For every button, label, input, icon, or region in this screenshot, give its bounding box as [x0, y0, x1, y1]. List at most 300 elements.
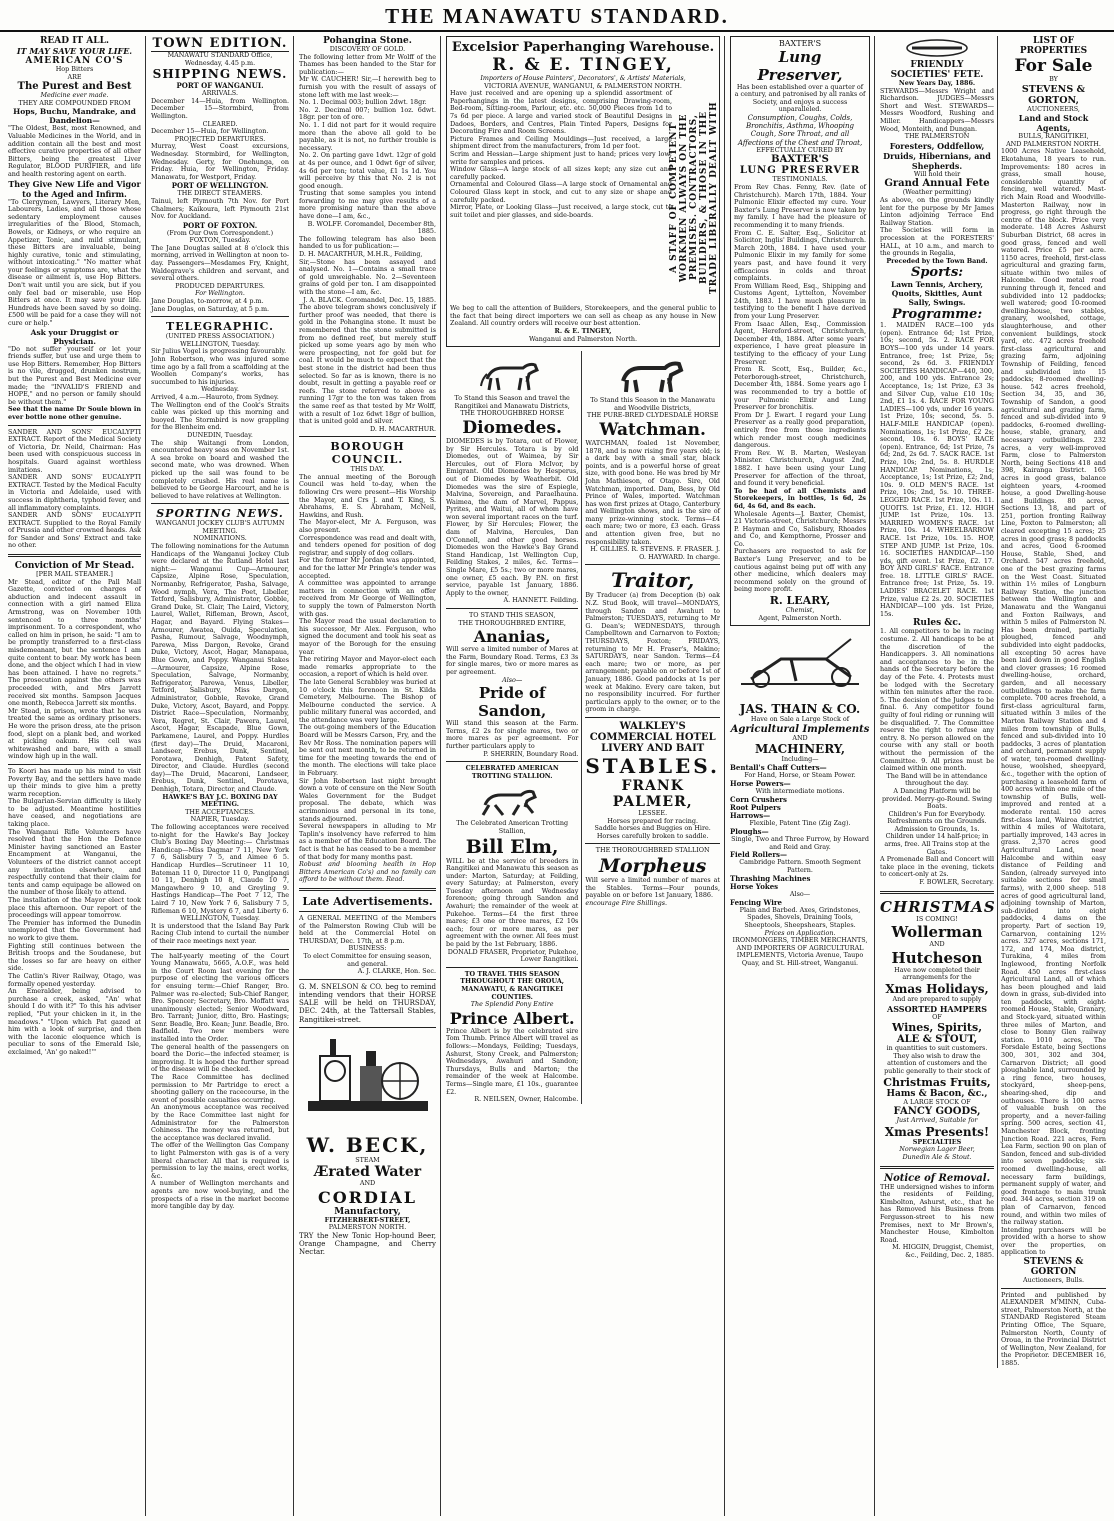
column-rule [440, 36, 441, 1516]
ad-body: To Stand this Season in the Manawatu and Woodville Districts, [590, 396, 716, 412]
product-item: Ploughs— [730, 826, 769, 836]
article-paragraph: Trusting that some samples you intend forwarding to me may give results of a more promising nature than the above have done—I am, &c., [299, 189, 436, 221]
vertical-slogan [669, 90, 719, 305]
ad-body: Window Glass—A large stock of all sizes kept; any size cut and carefully packed. [450, 165, 672, 181]
label: EFFECTUALLY CURED BY [756, 145, 844, 154]
masthead [0, 0, 1114, 32]
hop-bitters-tagline: The Purest and Best [17, 81, 132, 93]
article-paragraph: The following letter from Mr Wolff of the Thames has been handed to the Star for publication:— [299, 52, 436, 76]
xmas-presents: Xmas Presents! [884, 1124, 990, 1139]
address: FITZHERBERT-STREET, [324, 1215, 411, 1224]
column-5 [726, 36, 874, 1516]
article-paragraph: The late General Scrabbley was buried at 10 o'clock this forenoon in St. Kilda Cemetery, Melbourne. The Bishop of Melbourne conducted the service. A public military funeral was accorded, and the attendance was very large. [299, 677, 436, 724]
newspaper-title: THE MANAWATU STANDARD. [385, 4, 729, 28]
label: Preceded by the Town Band. [886, 256, 988, 265]
diomedes-name: Diomedes. [462, 417, 562, 438]
shipping-item: Jane Douglas, to-morrow, at 4 p.m. [151, 297, 264, 306]
label: THE ACCEPTANCES. [185, 807, 255, 816]
beck-name: W. BECK, [306, 1132, 429, 1157]
news-item: The half-yearly meeting of the Court Young Manawatu, 5665, A.O.F., was held in the Court Room last evening for the purpose of electing the various officers for ensuing term:—Chief Ranger, Bro. Palmer was re-elected; Sub-Chief Ranger, Bro. Spencer; Secretary, Bro. Moffatt was unanimously elected; Senior Woodward, Bro. Tarrant; Junior, ditto, Bro. Hastings; Senr. Beadle, Bro. Kean; Junr. Beadle, Bro. Badfield. Two new members were installed into the Order. [151, 951, 289, 1044]
label: PRODUCED DEPARTURES. [175, 281, 265, 290]
subheadline: IT MAY SAVE YOUR LIFE. [16, 46, 133, 56]
baxter-ad [730, 36, 870, 626]
shipping-news-heading: SHIPPING NEWS. [152, 67, 288, 82]
label: Wednesday. [201, 385, 239, 394]
product-detail: Plain and Barbed. Axes, Grindstones, Spades, Shovels, Draining Tools, Sheeptools, Sheepshears, Staples. [739, 905, 861, 929]
divider [446, 608, 578, 609]
ad-body: Have now completed their arrangements for the [894, 965, 980, 982]
product-name: Hop Bitters [55, 65, 94, 73]
ad-body: Intending purchasers will be provided with a horse to show over the properties, on application to [1001, 1225, 1106, 1257]
label: AND [929, 940, 945, 949]
label: WELLINGTON, Tuesday. [180, 339, 260, 348]
news-item: To Koori has made up his mind to visit Poverty Bay, and the settlers have made up their minds to give him a pretty warm reception. [8, 766, 141, 798]
ad-body: Purchasers are requested to ask for Baxter's Lung Preserver, and to be cautious against being put off with any other medicine, which dealers may recommend solely on the ground of being more profit. [734, 547, 866, 594]
friendly-societies-heading: FRIENDLY SOCIETIES' FETE. [890, 60, 984, 80]
hop-bitters-headline: READ IT ALL. [39, 36, 110, 46]
label: WELLINGTON, Tuesday. [180, 914, 260, 923]
subheading: PORT OF FOXTON. [182, 220, 258, 230]
label: (From Our Own Correspondent.) [166, 228, 274, 237]
product-item: Corn Crushers [730, 794, 787, 804]
news-item: John Robertson, who was injured some time ago by a fall from a scaffolding at the Woollen Company's works, has succumbed to his injuries. [151, 355, 289, 386]
label: THIS DAY. [350, 465, 385, 474]
article-paragraph: The Mayor read the usual declaration to his successor, Mr Alex. Ferguson, who signed the document and took his seat as mayor of the Borough for the ensuing year. [299, 617, 436, 656]
signature: P. SHERRIN, Boundary Road. [483, 749, 579, 758]
product-detail: With intermediate motions. [755, 787, 845, 795]
ad-body: As above, on the grounds kindly lent for the purpose by Mr James Linton adjoining Terrace End Railway Station. [880, 195, 994, 227]
ad-body: Admission to Grounds, 1s. Children under 14 half-price; in arms, free. All Trains stop at the Gates. [884, 824, 990, 856]
product-item: Horse Yokes [730, 881, 779, 891]
ad-body: Saddle horses and Buggies on Hire. [594, 824, 711, 833]
watchman-name: Watchman. [599, 419, 706, 440]
ad-headline: Excelsior Paperhanging Warehouse. [451, 40, 715, 55]
testimonial: From R. Scott, Esq., Builder, &c., Peterborough-street, Christchurch, December 4th, 1884. Some years ago I was recommended to try a bottle of your Pulmonic Elixir and Lung Preserver for bronchitis. [734, 365, 866, 412]
label: Wines, Spirits, [891, 1021, 983, 1035]
event-date: New Years Day, 1886. [898, 79, 976, 87]
tingey-name: R. & E. TINGEY, [492, 55, 674, 75]
ad-body: To be had of all Chemists and Storekeepers, in bottles, 1s 6d, 2s 6d, 4s 6d, and 8s each. [734, 486, 866, 510]
divider [299, 911, 436, 912]
product-detail: For Hand, Horse, or Steam Power. [744, 771, 856, 780]
news-item: Fighting still continues between the British troops and the Soudanese, but the losses so far are heavy on either side. [8, 941, 141, 973]
column-4 [442, 36, 724, 1516]
divider [8, 425, 141, 426]
shipping-item: December 15—Huia, for Wellington. [151, 127, 269, 136]
leary-name: R. LEARY, [769, 594, 831, 608]
column-rule [293, 36, 294, 1516]
news-item: The offer of the Wellington Gas Company to light Palmerston with gas is of a very liberal character. All that is required is permission to lay the mains, erect works, &c. [151, 1141, 289, 1180]
label: FOXTON, Tuesday. [189, 236, 251, 245]
label: AND [359, 1179, 376, 1188]
article-paragraph: The following telegram has also been handed to us for publication:— [299, 234, 436, 251]
signature: DONALD FRASER, Proprietor, Pukehoe, Lower Rangitikei. [447, 947, 579, 964]
product-detail: Cambridge Pattern. Smooth Segment Pattern. [739, 858, 861, 874]
shipping-item: Jane Douglas, on Saturday, at 5 p.m. [151, 304, 270, 313]
label: (Weather permitting) [902, 188, 972, 197]
testimonial: From Dr J. Ewart. I regard your Lung Preserver as a really good preparation, entirely free from those ingredients which render most cough medicines dangerous. [734, 410, 866, 450]
label: DUNEDIN, Tuesday. [187, 430, 253, 439]
column-rule [145, 36, 146, 1516]
ad-body: To Stand this Season and travel the Rangitikei and Manawatu Districts, [454, 394, 570, 410]
christmas-heading: CHRISTMAS [880, 897, 996, 916]
product-item: Bentall's Chaff Cutters— [730, 763, 827, 772]
ad-body: A Promenade Ball and Concert will take place in the evening, tickets to concert-only at 2s. [880, 855, 994, 879]
ad-body: Mirror, Plate, or Looking Glass—Just received, a large stock, cut to suit toilet and pier glasses, and side-boards. [450, 203, 672, 219]
shipping-item: The Jane Douglas sailed at 8 o'clock this morning, arrived in Wellington at noon to-day. Passengers—Mesdames Fry, Knight, Waldegrave's children and servant, and several others. [151, 243, 289, 283]
ad-body: STEWARDS—Messrs Wright and Richardson. JUDGES—Messrs Short and West. STEWARDS—Messrs Woodford, Rushing and Miller. Handicappers—Messrs Wood, Monteith, and Dungan. [880, 86, 994, 133]
testimonial: From Rev. W. B. Marten, Wesleyan Minister. Christchurch, August 2nd, 1882. I have been using your Lung Preserver for affection of the throat, and found it very beneficial. [734, 448, 866, 488]
label: THE PALMERSTON [904, 132, 970, 141]
address: PALMERSTON NORTH. [328, 1223, 407, 1232]
traitor-name: Traitor, [611, 568, 695, 593]
news-item: The Wellington end of the Cook's Straits cable was picked up this morning and buoyed. The Stormbird is now grappling for the Blenheim end. [151, 400, 289, 432]
article-paragraph: The annual meeting of the Borough Council was held to-day, when the following Crs were present—His Worship the Mayor, and Crs J. and T. King, S. Abrahams, E. S. Abraham, McNeil, Hawkins, and Rush. [299, 472, 436, 519]
product-item: Harrows— [730, 811, 771, 820]
ad-heading: Ask your Druggist or Physician. [30, 327, 119, 346]
label: Norwegian Lager Beer, [899, 1145, 975, 1154]
label: Prices on Application. [764, 928, 836, 937]
subheading: DISCOVERY OF GOLD. [329, 45, 406, 53]
article-paragraph: No. 2. Decimal 007; bullion 1oz. 6dwt. 18gr. per ton of ore. [299, 105, 436, 122]
ad-body: Horses prepared for racing. [607, 816, 698, 825]
ad-body: THE undersigned wishes to inform the residents of Feilding, Kimbolton, Ashurst, etc., that he has Removed his Business from Fergusson-street to his new Premises, next to Mr Brown's, Manchester House, Kimbolton Road. [880, 1182, 994, 1244]
address: AND PALMERSTON NORTH. [1006, 139, 1101, 148]
ad-body: A Dancing Platform will be provided. Merry-go-Round. Swing Boats. [881, 786, 993, 811]
machinery-engraving [300, 1031, 435, 1131]
signature: F. BOWLER, Secretary. [919, 878, 994, 887]
divider [151, 316, 289, 317]
snelson-ad: G. M. SNELSON & CO. beg to remind intending vendors that their HORSE SALE will be held on THURSDAY, DEC. 24th, at the Tattersall Stables, Rangitikei-street. [299, 982, 436, 1024]
divider [446, 761, 578, 762]
ad-body: in quantities to suit customers. They also wish to draw the attention of customers and the public generally to their stock of [884, 1044, 990, 1075]
removal-heading: Notice of Removal. [883, 1172, 991, 1184]
label: LESSEE. [638, 808, 668, 817]
label: IS COMING! [916, 914, 958, 923]
sporting-news-heading: SPORTING NEWS. [156, 507, 284, 521]
horse-name: Pride of Sandon, [478, 684, 547, 721]
label: Auctioneers, Bulls. [1022, 1276, 1085, 1285]
label: Just Arrived, Suitable for [896, 1116, 978, 1125]
label: Land and Stock Agents, [1018, 113, 1089, 134]
trotting-horse-engraving [477, 783, 547, 817]
label: The Celebrated American Trotting Stallion, [456, 819, 569, 835]
divider [8, 764, 141, 765]
ad-body: By Traducer (a) from Deception (b) oak N.Z. Stud Book, will travel—MONDAYS, through Sandon and Awahuri to Palmerston; TUESDAYS, returning to Mr G. Dean's; WEDNESDAYS, through Campbelltown and Carnarvon to Foxton; THURSDAYS, Foxton; FRIDAYS, returning to Mr H. Fraser's, Makino; SATURDAYS, near Sandon. Terms—£4 each mare; two or more, as per arrangement; payable on or before 1st of January, 1886. Good paddocks at 1s per week at Makino. Every care taken, but no responsibility incurred. For further particulars apply to the owner, or to the groom in charge. [585, 591, 720, 714]
rules-heading: Rules &c. [912, 618, 962, 629]
article-paragraph: The above telegram shows conclusively if further proof was needed, that there is gold in the Pohangina stone. It must be remembered that the stone submitted is from no defined reef, but merely stuff picked up some years ago by men who were prospecting, not for gold but for coal. It would be much to expect that the best stone in the district had been thus selected. So far as is known, there is no doubt, result in getting a payable reef or reefs. The stone referred to above as running 17gr to the ton was taken from the same reef as that tested by Mr Wolff, with a result of 1oz 6dwt 18gr of bullion, that is united gold and silver. [299, 303, 436, 426]
label: BUSINESS: [348, 944, 387, 953]
article-paragraph: A committee was appointed to arrange matters in connection with an offer received from Mr George of Wellington, to supply the town of Palmerston North with gas. [299, 579, 436, 618]
label: NAPIER, Tuesday. [190, 815, 250, 824]
lung-preserver: Lung Preserver, [757, 47, 843, 84]
horse-name: Ananias, [473, 627, 551, 647]
ad-body: DIOMEDES is by Totara, out of Flower, by Sir Hercules. Totara is by old Diomedes, out of Waimea, by Sir Hercules, out of Flora McIvor, by Emigrant. Old Diomedes by Hesperus, out of Diomedes by Weatherbit. Old Diomedes was the sire of Espiegle, Malvina, Sovereign, and Paraelhauna. Waimea, the dam of Marvel, Pappus, Pyrites, and Waitui, all of whom have won several important races on the turf. Flower, by Sir Hercules; Flower, the dam of Malvina, Hercules, Dan O'Connell, and other good horses. Diomedes won the Hawke's Bay Grand Stand Handicap, 1st Wellington Cup, Feilding Stakes, 2 miles, &c. Terms—Single Mare, £5 5s.; two or more mares, one owner, £5 each. By P.N. on first service, payable 1st January, 1886. Apply to the owner, [446, 436, 579, 597]
signature: A. J. CLARKE, Hon. Sec. [357, 967, 436, 976]
address: BULLS, RANGITIKEI, [1018, 132, 1089, 141]
ad-body: Have on Sale a Large Stock of [750, 715, 850, 724]
testimonial: From Rev Chas. Fenny, Rev. (late of Christchurch). March 17th, 1884. Your Pulmonic Elixir effected my cure. Your Baxter's Lung Preserver is now taken by my family. I have had the pleasure of recommending it to many friends. [734, 182, 866, 229]
ad-body: To elect Committee for ensuing season, and general. [303, 951, 432, 968]
stables-heading: STABLES. [585, 753, 720, 778]
signature: A. HANNETT. Feilding. [503, 596, 579, 605]
label: For Wellington. [195, 289, 245, 298]
news-item: The Catlin's River Railway, Otago, was formally opened yesterday. [8, 971, 141, 988]
clydesdale-engraving [613, 354, 693, 394]
label: TO TRAVEL THIS SEASON THROUGHOUT THE OROUA, MANAWATU, & RANGITIKEI COUNTIES. [460, 969, 565, 1001]
race-acceptances: The following acceptances were received to-night for the Hawke's Bay Jockey Club's Boxing Day Meeting:— Christmas Handicap—Miss Dagmar 7 11, New York 7 6, Salisbury 7 5, and Aimee 6 5. Handicap Hurdles—Scrutineer 11 10, Bateman 11 0, Director 11 0, Pangipangi 10 11, Denhigh 10 8, Claude 10 7, Mangawhero 9 10, and Greyling 9. Hastings Handicap—The Poet 7 12, The Laird 7 10, New York 7 6, Salisbury 7 5, Rifleman 6 10, Mystery 6 7, and Liberty 6. [151, 823, 289, 915]
morpheus-name: Morpheus [598, 854, 707, 877]
ad-body: Wholesale Agents—J. Baxter, Chemist, 21 Victoria-street, Christchurch; Messrs P. Hayman and Co, Salisbury, Rhoades and Co, and Kempthorne, Prosser and Co. [734, 509, 866, 548]
ad-body: Horses carefully broken to saddle. [596, 831, 709, 840]
ad-body: Will serve a limited number of Mares at the Farm, Boundary Road. Terms, £3 3s for single mares, two or more mares as per agreement. [446, 645, 579, 676]
race-nominations: The following nominations for the Autumn Handicaps of the Wanganui Jockey Club were declared at the Rutland Hotel last night:— Wanganui Cup—Armourer, Capsize, Alpine Rose, Speculation, Normanby, Refrigerator, Pasha, Salvage, Wood nymph, Vera, The Poet, Libeller, Tetford, Salisbury, Administrator, Gobble, Grand Duke, St. Clair, The Laird, Victory, Laurel, Wallet, Rifleman, Brown, Ascot, Hagar, and Bayard. Flying Stakes—Armourer, Awatea, Ouida, Speculation, Pasha, Rumour, Salvage, Woodnymph, Parewa, Miss Dargon, Revoke, Grand Duke, Victory, Ascot, Hagar, Manapaua, Blue Gown, and Poppy. Wanganui Stakes—Armourer, Capsize, Alpine Rose, Speculation, Salvage, Normanby, Refrigerator, Parewa, Venus, Libeller, Tetford, Salisbury, Miss Dargon, Administrator, Gobble, Revoke, Grand Duke, Victory, Ascot, Bayard, and Poppy. District Race—Speculation, Normanby, Vera, Regret, St. Clair, Pawera, Laurel, Ascot, Hagar, Escapade, Blue Gown, Parkamene, Laurel, and Poppy. Hurdles (first day)—The Druid, Macaroni, Landseer, Erebus, Dunk, Sentinel, Porotawa, Denhigh, Patent Safety, Director, and Claude. Hurdles (second day)—The Druid, Macaroni, Landseer, Erebus, Dunk, Sentinel, Porotawa, Denhigh, Totara, Director, and Claude. [151, 542, 289, 794]
article-paragraph: Mr W. CAUCHER! Sir,—I herewith beg to furnish you with the result of assays of stone left with me last week:— [299, 75, 436, 99]
ad-body: WATCHMAN, foaled 1st November, 1878, and is now rising five years old; is a dark bay with a small star, black points, and is a powerful horse of great size, with good bone. He was bred by Mr John Mathieson, of Otago. Sire, Old Watchman, imported. Dam, Bess, by Old Prince of Wales, imported. Watchman has won first prizes at Otago, Canterbury and Wellington shows, and is the sire of many prize-winning stock. Terms—£4 each mare; two or more, £3 each. Grass and attention given free, but no responsibility taken. [585, 438, 721, 546]
label: TO STAND THIS SEASON, [468, 611, 556, 619]
horse-engraving [477, 354, 547, 392]
label: CLEARED. [202, 119, 238, 128]
shipping-item: December 14—Huia, from Wellington. December 15—Stormbird, from Wellington. [151, 96, 289, 120]
label: STEAM [355, 1155, 380, 1164]
ad-body: Consumption, Coughs, Colds, Bronchitis, Asthma, Whooping Cough, Sore Throat, and all Affections of the Chest and Throat, [737, 113, 863, 147]
article-paragraph: D. H. MACARTHUR, M.H.R., Feilding, [299, 250, 423, 259]
product-item: Root Pulpers [730, 802, 781, 812]
label: TESTIMONIALS. [772, 175, 828, 184]
ad-body: A GENERAL MEETING of the Members of the Palmerston Rowing Club will be held at the Commercial Hotel on THURSDAY, Dec. 17th, at 8 p.m. [299, 913, 436, 945]
news-item: The general health of the passengers on board the Doric—the infected steamer, is improving. It is hoped the further spread of the disease will be checked. [151, 1042, 289, 1074]
label: THE THOROUGHBRED ENTIRE, [458, 618, 566, 627]
label: Manufactory, [334, 1206, 401, 1217]
article-paragraph: No. 2. On parting gave 1dwt. 12gr of gold at 4s per ounce, and 1 0dwt 6gr of silver, 4s 6d per ton; total value, £1 1s 1d. You will perceive by this that No. 2 is not good enough. [299, 151, 436, 190]
ad-body: The Band will be in attendance throughout the day. [886, 771, 988, 788]
article-paragraph: For the former Mr Jordan was appointed, and for the latter Mr Pringle's tender was accepted. [299, 556, 436, 580]
wollerman-name: Wollerman [891, 923, 983, 942]
divider [880, 891, 994, 894]
ingredients: Hops, Buchu, Mandrake, and Dandelion— [13, 107, 136, 126]
ad-body: Scrim and Hessian—Large shipment just to hand; prices very low; write for samples and prices. [450, 149, 672, 166]
address: Wanganui and Palmerston North. [528, 334, 637, 343]
label: Dunedin Ale & Stout. [902, 1152, 972, 1161]
news-item: The installation of the Mayor elect took place this afternoon. Our report of the proceedings will appear tomorrow. [8, 896, 141, 920]
late-advertisements-heading: Late Advertisements. [302, 894, 433, 908]
label: PROJECTED DEPARTURES. [174, 134, 266, 143]
news-item: Arrived, 4 a.m.—Hauroto, from Sydney. [151, 392, 279, 401]
bill-elm-name: Bill Elm, [465, 835, 559, 858]
label: NOMINATIONS. [193, 534, 247, 543]
text: Medicine ever made. [40, 91, 109, 100]
article-paragraph: No. 1. I did not part for it would require more than the above all gold to be payable, as it is not, no further trouble is necessary. [299, 120, 436, 152]
testimonial: From William Reed, Esq., Shipping and Customs Agent, Lyttelton, November 24th, 1883. I have much pleasure in testifying to the benefit I have derived from your Lung Preserver. [734, 281, 866, 321]
article-paragraph: The Mayor-elect, Mr A. Ferguson, was also present. [299, 518, 436, 535]
label: CELEBRATED AMERICAN TROTTING STALLION. [465, 764, 559, 780]
subheading: WANGANUI JOCKEY CLUB'S AUTUMN MEETING. [155, 519, 285, 535]
imprint: Printed and published by ALEXANDER M'MINN, Cuba-street, Palmerston North, at the STANDARD Registered Steam Printing Office, The Square, Palmerston North, County of Oroua, in the Provincial District of Wellington, New Zealand, for the Proprietor. DECEMBER 16, 1885. [1001, 1290, 1106, 1367]
grand-annual-fete: Grand Annual Fete [884, 178, 990, 190]
divider [151, 949, 289, 950]
ad-body: Have just received and are opening up a splendid assortment of Paperhangings in the latest designs, comprising Drawing-room, Bed-room, Sitting-room, Parlour, etc. etc. 50,000 Pieces from 1d to 7s 6d per piece. A large and varied stock of Beautiful Designs in Dadoes, Borders, and Centres, Plain Tinted Papers, Designs for Decorating Fire and Room Screens. [450, 89, 672, 136]
ad-body: TRY the New Tonic Hop-hound Beer, Orange Champagne, and Cherry Nectar. [299, 1232, 436, 1257]
town-edition-heading: TOWN EDITION. [152, 36, 288, 51]
text: ARE [67, 72, 82, 81]
label: AUCTIONEERS, [1027, 104, 1080, 113]
news-item: An Emeralder, being advised to purchase a creek, asked, "An' what should I do with it?" To this his adviser replied, "Put your chicken in it, in the meadows." "Upon which Pat gazed at him with a look of surprise, and then with the laconic eloquence which is peculiar to sons of the Emerald Isle, exclaimed, 'An' go naked!'" [8, 987, 141, 1056]
label: Hams & Bacon, &c., [886, 1088, 988, 1099]
signature: H. GILLIES. R. STEVENS. F. FRASER. J. O. HAYWARD. In charge. [590, 545, 720, 561]
article-paragraph: Mr Stead, in prison, wrote that he was treated the same as ordinary prisoners. He wore the prison dress, ate the prison food, slept on a plank bed, and worked at picking oakum. His cell was whitewashed and bare, with a small window high up in the wall. [8, 706, 141, 761]
telegraphic-heading: TELEGRAPHIC. [166, 320, 274, 334]
clasped-hands-emblem [882, 37, 992, 59]
divider [299, 436, 436, 437]
address: VICTORIA AVENUE, WANGANUI, & PALMERSTON NORTH. [484, 81, 682, 90]
news-item: An anonymous acceptance was received by the Race Committee last night for Administrator for the Palmerston Cohiness. The money was returned, but the acceptance was declared invalid. [151, 1103, 289, 1142]
label: ARRIVALS. [202, 89, 238, 98]
stevens-gorton: STEVENS & GORTON, [1021, 83, 1086, 106]
ad-body: Will serve a limited number of mares at the Stables. Terms—Four pounds, payable on or before 1st January, 1886. [585, 875, 720, 900]
ad-body: "The Oldest, Best, most Renowned, and Valuable Medicines in the World, and in addition contain all the best and most effective curative properties of all other Bitters, being the greatest Liver Regulator, BLOOD PURIFIER, and life and health restoring agent on earth. [8, 124, 141, 178]
article-paragraph: The retiring Mayor and Mayor-elect each made remarks appropriate to the occasion, a report of which is held over. [299, 655, 436, 679]
article-paragraph: Sir John Robertson last night brought down a vote of censure on the New South Wales Government for the Budget proposal. The debate, which was acrimonious and personal in its tone, stands adjourned. [299, 776, 436, 823]
cordial: CORDIAL [318, 1187, 417, 1207]
news-item: The ship Waitangi from London, encountered heavy seas on November 1st. A sea broke on board and washed the second mate, who was drowned. When picked up the sail was found to be completely crushed. His real name is believed to be George Harcourt, and he is believed to have relatives at Wellington. [151, 438, 289, 500]
article-paragraph: Sir,—Stone has been assayed and analysed. No. 1—Contains a small trace of gold unweighable. No. 2—Seventeen grains of gold per ton. I am disappointed with the stone—I am, &c. [299, 257, 436, 296]
address: IRONMONGERS, TIMBER MERCHANTS, AND IMPORTERS OF AGRICULTURAL IMPLEMENTS, Victoria Avenue, Taupo Quay, and St. Hill-street, Wanganui. [732, 936, 868, 967]
dateline: MANAWATU STANDARD Office, Wednesday, 4.45 p.m. [167, 51, 273, 67]
column-1 [4, 36, 145, 1516]
product-item: Field Rollers— [730, 850, 787, 860]
label: THE THOROUGHBRED STALLION [595, 846, 710, 855]
ad-body: Prince Albert is by the celebrated sire Tom Thumb. Prince Albert will travel as follows:—Mondays, Feilding; Tuesdays, Ashurst, Stony Creek, and Palmerston; Wednesdays, Awahuri and Sandon; Thursdays, Bulls and Marton; the remainder of the week at Halcombe. Terms—Single mare, £1 10s., guarantee £2. [446, 1026, 579, 1096]
ad-body: "To Clergymen, Lawyers, Literary Men, Labourers, Ladies, and all those whose sedentary employment causes irregularities of the Blood, Stomach, Bowels, or Kidneys, or who require an Appetizer, Tonic, and mild stimulant, these Bitters are invaluable, being highly curative, tonic and stimulating, without intoxicating." "No matter what your feelings or symptoms are, what the disease or ailment is, use Hop Bitters. Don't wait until you are sick, but if you only feel bad or miserable, use Hop Bitters at once. It may save your life. Hundreds have been saved by so doing. £500 will be paid for a case they will not cure or help." [8, 197, 141, 328]
testimonial: From Isaac Allen, Esq., Commission Agent, Hereford-street, Christchurch, December 4th, 1884. After some years' experience, I have great pleasure in testifying to the efficacy of your Lung Preserver. [734, 319, 866, 366]
sander-ad: SANDER AND SONS' EUCALYPTI EXTRACT. Tested by the Medical Faculty in Victoria and Adelaide, used with success in diphtheria, typhoid fever, and all inflammatory complaints. [8, 473, 141, 512]
signature: M. HIGGIN, Druggist, Chemist, &c., Feilding, Dec. 2, 1885. [892, 1243, 994, 1259]
ad-body: Has been established over a quarter of a century, and patronised by all ranks of Society, and enjoys a success unparalleled. [734, 82, 866, 114]
signature: STEVENS & GORTON [1023, 1257, 1084, 1278]
column-3 [295, 36, 440, 1516]
walkley-hotel: WALKLEY'S COMMERCIAL HOTEL [589, 720, 716, 743]
programme-list: 1. MAIDEN RACE—100 yds (open). Entrance 6d; 1st Prize, 10s; second, 5s. 2. RACE FOR BOYS—100 yds under 14 years. Entrance, free; 1st Prize, 5s; second, 2s 6d. 3. FRIENDLY SOCIETIES HANDICAP—440, 300, 200, and 100 yds. Entrance 2s; Acceptance, 1s; 1st Prize, £3 3s and Silver Cup, value £10 10s; 2nd, £1 1s. 4. RACE FOR YOUNG LADIES—100 yds, under 16 years. 1st Prize, 10s; second, 5s. 5. HALF-MILE HANDICAP (open). Nominations, 1s; 1st Prize, £2 2s; second, 10s. 6. BOYS' RACE (open). Entrance, 6d; 1st Prize, 7s 6d; 2nd, 2s 6d. 7. SACK RACE. 1st Prize, 10s; 2nd, 5s. 8. HURDLE HANDICAP. Nominations, 1s; Acceptance, 1s; 1st Prize, £2; 2nd, 10s. 9. OLD MEN'S RACE. 1st Prize, 10s; 2nd, 5s. 10. THREE-LEGGED RACE. 1st Prize, 10s. 11. QUOITS. 1st Prize, £1. 12. HIGH JUMP. 1st Prize, 10s. 13. MARRIED WOMEN'S RACE. 1st Prize, 10s. 14. WHEELBARROW RACE. 1st Prize, 10s. 15. HOP, STEP AND JUMP. 1st Prize, 10s. 16. SOCIETIES HANDICAP—150 yds, gift event. 1st Prize, £2. 17. BOY AND GIRLS' RACE. Entrance free. 18. LITTLE GIRLS' RACE. Entrance free; 1st Prize, 5s. 19. LADIES' BRACELET RACE. 1st Prize, value £2 2s. 20. SOCIETIES HANDICAP—100 yds. 1st Prize, 15s. [880, 321, 994, 618]
text: THEY ARE COMPOUNDED FROM [18, 98, 131, 107]
sports-heading: Sports: [910, 265, 964, 281]
aerated-water: Ærated Water [313, 1164, 422, 1181]
xmas-holidays: Xmas Holidays, [885, 982, 989, 996]
signature: J. A. BLACK. Coromandel, Dec. 15, 1885. [303, 295, 436, 304]
product-item: Horse Powers— [730, 778, 791, 788]
column-rule [724, 36, 725, 1516]
programme-heading: Programme: [891, 307, 983, 323]
label: (UNITED PRESS ASSOCIATION.) [165, 332, 275, 341]
divider [299, 979, 436, 980]
news-item: A number of Wellington merchants and agents are now wool-buying, and the prospects of a rise in the market become more tangible day by day. [151, 1179, 289, 1211]
article-paragraph: No. 1. Decimal 003; bullion 2dwt. 18gr. [299, 98, 427, 107]
ad-body: Importers of House Painters', Decorators', & Artists' Materials, [480, 74, 686, 82]
product-item: Fencing Wire [730, 897, 783, 907]
product-item: Thrashing Machines [730, 873, 811, 883]
divider [8, 554, 141, 557]
label: SPECIALTIES [912, 1137, 962, 1146]
ad-body: Children's Fun for Everybody. Refreshments on the Grounds. [887, 809, 987, 826]
ad-body: WILL be at the service of breeders in Rangitikei and Manawatu this season as under: Marton, Saturday; at Feilding, every Saturday; at Palmerston, every Tuesday afternoon and Wednesday forenoon; going through Sandon and Awahuri; the remainder of the week at Pukehoe. Terms—£4 the first three mares; £3 one or three mares, £2 10s each; four or more mares, as per agreement with the owner. All fees must be paid by the 1st February, 1886. [446, 856, 579, 949]
column-2 [147, 36, 293, 1516]
rules-list: 1. All competitors to be in racing costume. 2. All handicaps to be at the discretion of the Handicappers. 3. All nominations and acceptances to be in the hands of the Secretary before the day of the Fete. 4. Protests must be lodged with the Secretary within ten minutes after the race. 5. The decision of the Judges to be final. 6. Any competitor found guilty of foul riding or running will be disqualified. 7. The Committee reserve the right to refuse any entry. 8. No person allowed on the course with any stall or booth without the permission of the Committee. 9. All prizes must be claimed within one month. [880, 627, 994, 773]
label: AND [792, 733, 808, 742]
prince-albert-name: Prince Albert. [449, 1008, 575, 1028]
dateline: [PER MAIL STEAMER.] [36, 570, 113, 579]
article-headline: Pohangina Stone. [323, 36, 412, 46]
label: ALE & STOUT, [896, 1034, 978, 1046]
article-paragraph: Robust and blooming health in Hop Bitters American Co's) and no family can afford to be without them. Read. [299, 860, 436, 884]
ad-body: Will stand this season at the Farm. Terms, £2 2s for single mares, two or more mares as per agreement. For further particulars apply to [446, 719, 579, 750]
article-paragraph: Several newspapers in alluding to Mr Taplin's insolvency have referred to him as a member of the Education Board. The fact is that he has ceased to be a member of that body for many months past. [299, 822, 436, 861]
divider [151, 503, 289, 504]
divider [585, 717, 720, 718]
product-detail: Single, Two and Three Furrow, by Howard and Reid and Gray. [731, 835, 869, 851]
product-detail: Flexible, Patent Tine (Zig Zag). [749, 819, 851, 828]
testimonial: From C. E. Salter, Esq., Solicitor at Solicitor, Inglis' Buildings, Christchurch. March 20th, 1884. I have used your Pulmonic Elixir in my family for some years past, and have found it very efficacious in colds and throat complaints. [734, 228, 866, 283]
article-headline: Conviction of Mr Stead. [14, 561, 135, 572]
label: BAXTER'S [771, 154, 829, 166]
signature: B. WOLFF. Coromandel, December 8th, 1885. [307, 219, 436, 236]
column-6 [876, 36, 1110, 1516]
divider [299, 1027, 436, 1028]
shipping-item: Murray, West Coast excursions, Wednesday. Stormbird, for Wellington, Wednesday. Gerty, for Onehunga, on Friday. Huia, for Wellington, Friday. Manawatu, for Westport, Friday. [151, 142, 289, 181]
ad-body: The Societies will form in procession at the FORESTERS' HALL, at 10 a.m., and march to the grounds in Regalia, [880, 226, 994, 258]
sander-ad: SANDER AND SONS' EUCALYPTI EXTRACT. Report of the Medical Society of Victoria, Dr. Neild, Chairman: Has been used with conspicuous success in hospitals. Guard against worthless imitations. [8, 427, 141, 474]
subheading: PORT OF WELLINGTON. [171, 181, 269, 191]
sports-list: Lawn Tennis, Archery, Quoits, Skittles, Aunt Sally, Swings. [890, 280, 984, 308]
label: LUNG PRESERVER [739, 165, 861, 177]
label: BY [1049, 75, 1058, 83]
label: BAXTER'S [778, 39, 822, 48]
label: Agricultural Implements [730, 723, 870, 735]
ad-body: "Do not suffer yourself or let your friends suffer, but use and urge them to use Hop Bitters. Remember, Hop Bitters is no vile, drugged, drunken nostrum, but the Purest and Best Medicine ever made; the "INVALID'S FRIEND and HOPE," and no person or family should be without them." [8, 344, 141, 406]
shipping-item: Tainui, left Plymouth 7th Nov. for Port Chalmers; Kaikoura, left Plymouth 21st Nov. for Auckland. [151, 196, 289, 221]
label: Including— [781, 755, 819, 764]
properties-list: 1000 Acres Native Leasehold, Ekotahuna, 18 years to run. Improvements: 180 acres in grass, small house, considerable quantity of fencing, well watered. Mast-rich Main Road and Woodville-Masterton Railway, now in progress, go right through the centre of the block. Price very moderate. 148 Acres Ashurst Suburban District, 68 acres in good grass, fenced and well watered. Price £5 per acre. 1150 acres, freehold, first-class agricultural and grazing farm, situate within two miles of Halcombe. Good metal road running through it, fenced and subdivided into 12 paddocks; well watered; good 10-roomed dwelling-house, two stables, granary, woolshed, cottage, slaughterhouse, and other convenient buildings, stock yard, etc. 472 acres freehold first-class agricultural and grazing farm, adjoining Township of Feilding, fenced and subdivided into 15 paddocks; 8-roomed dwelling-house. 542 acres freehold, Section 34, 35, and 36, Township of Sandon, a good agricultural and grazing farm, fenced and sub-divided into 9 paddocks, 6-roomed dwelling-house, stable, granary, and necessary outbuildings. 232 acres, a very well-improved Farm, close to Palmerston North, being Sections 418 and 398, Kairanga District. 165 acres in good grass, balance eighteen years, 4-roomed house, a good Dwelling-house and Buildings. 80 acres, Sections 13, 18, and part of 251, portion fronting Railway Line, Foxton to Palmerston; all cleared excepting 15 acres; 25 acres in good grass; 8 paddocks and acres, Good 6-roomed House, Stable, Shed, and Orchard. 547 acres freehold, one of the best grazing farms on the West Coast. Situated within 1½ miles of Longburn Railway Station, the junction between the Wellington and Manawatu and the Wanganui and Foxton Railways, and within 5 miles of Palmerston N. Has been drained, partially ploughed, fenced and subdivided into eight paddocks, all excepting 50 acres have been laid down in good English and clover grasses; 16 roomed dwelling-house, orchard, garden, and all necessary outbuildings to make the farm complete. 700 acres freehold, a first-class agricultural farm, situated within 3 miles of the Marton Railway Station and 4 miles from township of Bulls, fenced and sub-divided into 10 paddocks, 3 acres of plantation and orchard, permanent supply of water, ten-roomed dwelling-house, woolshed, sheepyard, &c., together with the option of purchasing a leasehold farm of 400 acres within one mile of the township of Bulls, well-improved and rented at a moderate rental. 150 acres first-class land, Wairoa district, within 4 miles of Waitotara, partially improved, 143 acres in grass. 2,370 acres good Agricultural Land, near Halcombe and within easy distance of Feilding and Sandon, (already surveyed into suitable sections for small farms), with 2,000 sheep. 518 acres of good agricultural land, adjoining township of Marton, sub-divided into eight paddocks, 4 dams on the property. Part of section 19, Carnarvon, containing 12½ acres. 327 acres, sections 171, 172, and 174, Moa district, Turakina, 4 miles from Inglewood, fronting Norfolk Road. 450 acres first-class Agricultural Land, all of which has been ploughed and laid down in grass, sub-divided into ten paddocks, with eight-roomed House, Stable, Granary, and Stock-yard, situated within three miles of Marton, and close to Bonny Glen railway station. 1010 acres, The Forsdale Estate, being Sections 300, 301, 302 and 304, Carnarvon District; all good ploughable land, surrounded by a ring fence, two houses, stockyard, sheep-pens, shearing-shed, dip and outhouses. There is 100 acres of valuable bush on the property, and a never-failing spring. 500 acres, section 41, Manchester Block, fronting Junction Road. 221 acres, Fern Lea Farm, section 90 on plan of Sandon, fenced and sub-divided into seven paddocks; six-roomed dwelling-house, all necessary farm buildings, permanent supply of water, and good frontage to main trunk road. 344 acres, section 319 on plan of Carnarvon, fenced round, and within two miles of the railway station. [1001, 147, 1106, 1227]
article-paragraph: Correspondence was read and dealt with, and tenders opened for position of dog registrar, and supply of dog collars. [299, 533, 436, 557]
column-rule [874, 36, 875, 1516]
signature: R. NEILSEN, Owner, Halcombe. [474, 1095, 579, 1104]
label: THE PURE-BRED CLYDESDALE HORSE [586, 411, 719, 420]
properties-list-heading: LIST OF PROPERTIES [1019, 36, 1088, 56]
plough-engraving [731, 629, 869, 699]
vertical-slogan-text: A STAFF OF COMPETENT WORKMEN ALWAYS ON THE PREMISES. CONTRACTORS, BUILDERS, & THOSE IN THE TRADE LIBERALLY DEALT WITH [669, 101, 719, 295]
divider [1001, 1288, 1106, 1289]
societies-list: Foresters, Oddfellow, Druids, Hibernians, and Shepherds. [883, 140, 991, 171]
subheading: PORT OF WANGANUI. [176, 81, 264, 91]
divider [880, 1166, 994, 1169]
signature: R. & E. TINGEY, [554, 326, 612, 335]
ad-body: Ornamental and Coloured Glass—A large stock of Ornamental and Coloured Glass kept in stock, and cut to any size or shape and carefully packed. [450, 180, 672, 204]
label: MACHINERY, [754, 742, 845, 757]
frank-palmer: FRANK PALMER, [612, 777, 693, 810]
ad-body: Picture Frames and Ceiling Mouldings—Just received, a large shipment direct from the manufacturers, from 1d per foot. [450, 134, 672, 151]
label: Also— [789, 889, 811, 898]
label: Will hold their [913, 169, 961, 178]
article-paragraph: The out-going members of the Education Board will be Messrs Carson, Fry, and the Rev Mr Ross. The nomination papers will be sent out next month, to be returned in time for the meeting towards the end of the month. The elections will take place in February. [299, 723, 436, 778]
ad-heading: They Give New Life and Vigor to the Aged and Infirm. [8, 178, 141, 199]
divider [446, 967, 578, 968]
divider [299, 888, 436, 891]
for-sale-heading: For Sale [1014, 56, 1093, 76]
label: ASSORTED HAMPERS [887, 1003, 987, 1014]
article-paragraph: Mr Stead, editor of the Pall Mall Gazette, convicted on charges of abduction and indecent assault in connection with a girl named Eliza Armstrong, was on November 10th sentenced to three months' imprisonment. To a correspondent, who called on him in prison, he said: "I am to be promptly transferred to a first-class misdemeanant, but the sentence I am quite content to bear. My work has been done, and the object which I had in view has been attained. I have no regrets." The prosecution against the others was proceeded with, and Mrs Jarrett received six months. Sampson Jacques one month, Rebecca Jarrett six months. [8, 577, 141, 708]
sander-ad: SANDER AND SONS' EUCALYPTI EXTRACT. Supplied to the Royal Family of Prussia and other crowned heads. Ask for Sander and Sons' Extract and take no other. [8, 511, 141, 550]
news-item: The Bulgarian-Servian difficulty is likely to be adjusted. Meantime hostilities have ceased, and negotiations are taking place. [8, 797, 141, 829]
label: Also— [502, 675, 523, 684]
divider [585, 843, 720, 844]
